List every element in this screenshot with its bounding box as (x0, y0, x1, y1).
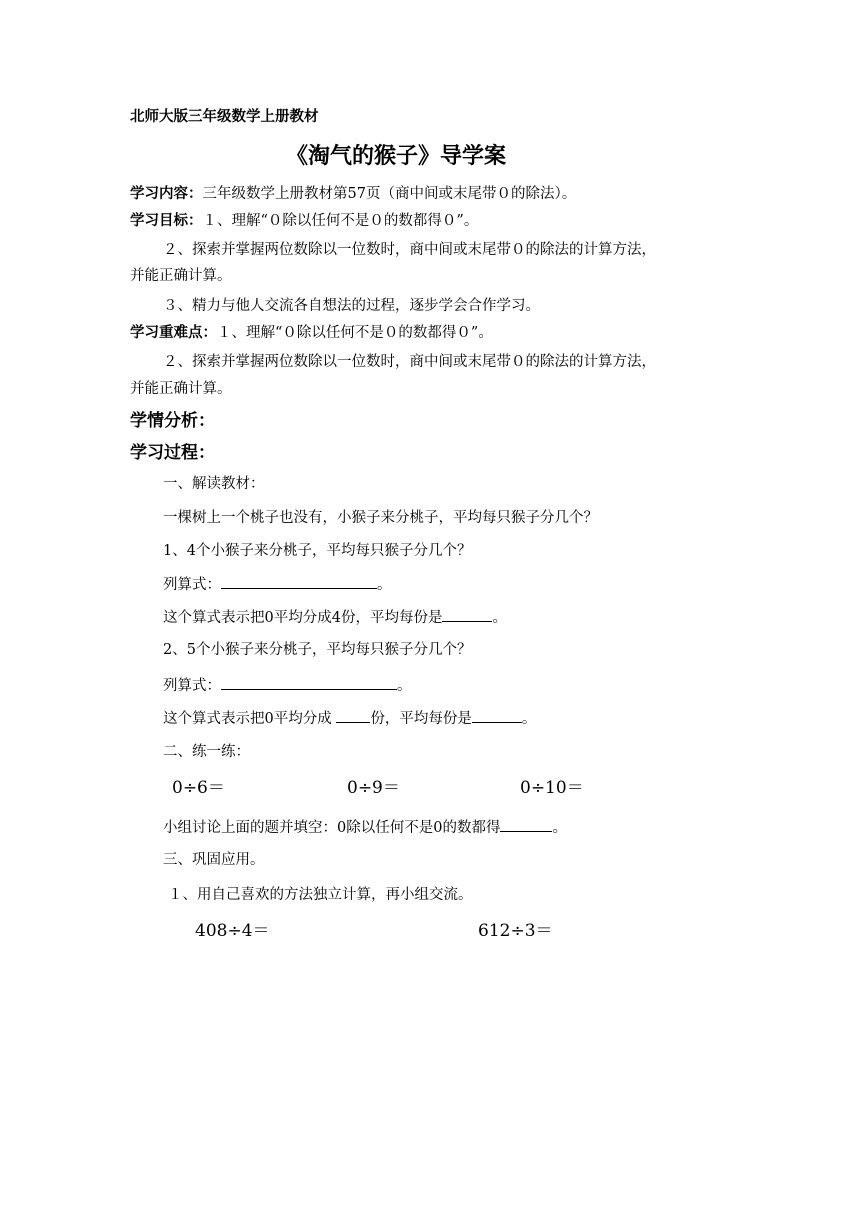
group-discussion-text: 小组讨论上面的题并填空：0除以任何不是0的数都得 (163, 820, 501, 836)
apply-equation-1: 408÷4＝ (195, 921, 270, 941)
discussion-answer-blank[interactable] (500, 817, 552, 832)
q2-parts-blank[interactable] (336, 708, 370, 723)
practice-equation-1: 0÷6＝ (172, 778, 225, 798)
learning-content-text: 三年级数学上册教材第57页（商中间或末尾带０的除法）。 (202, 186, 577, 202)
page-title: 《淘气的猴子》导学案 (286, 143, 507, 169)
q1-formula-line (163, 574, 392, 595)
section1-question-1: 1、4个小猴子来分桃子，平均每只猴子分几个？ (163, 543, 472, 559)
section2-heading: 二、练一练： (163, 744, 250, 760)
process-heading: 学习过程： (130, 443, 215, 463)
learning-goals-label: 学习目标： (130, 213, 203, 229)
q2-meaning-line (163, 708, 536, 729)
q2-formula-period: 。 (397, 678, 412, 694)
q1-formula-label: 列算式： (163, 577, 221, 593)
q2-formula-line (163, 675, 412, 696)
goal-item-1: １、理解“０除以任何不是０的数都得０”。 (202, 213, 479, 229)
q2-formula-label: 列算式： (163, 678, 221, 694)
goal-item-3: ３、精力与他人交流各自想法的过程，逐步学会合作学习。 (163, 298, 540, 314)
q2-meaning-period: 。 (521, 711, 537, 727)
practice-equation-3: 0÷10＝ (520, 778, 584, 798)
section3-question-1: １、用自己喜欢的方法独立计算，再小组交流。 (168, 887, 473, 903)
q1-formula-blank[interactable] (221, 574, 377, 589)
analysis-heading: 学情分析： (130, 411, 215, 431)
q1-formula-period: 。 (377, 577, 392, 593)
learning-content-label: 学习内容： (130, 186, 203, 202)
q1-meaning-line (163, 607, 507, 628)
practice-equation-2: 0÷9＝ (347, 778, 400, 798)
apply-equation-2: 612÷3＝ (478, 921, 553, 941)
key-points-label: 学习重难点： (130, 325, 217, 341)
section3-heading: 三、巩固应用。 (163, 852, 265, 868)
discussion-period: 。 (552, 820, 567, 836)
q2-meaning-text-b: 份，平均每份是 (370, 711, 472, 727)
key-points (130, 323, 493, 343)
q2-meaning-text-a: 这个算式表示把0平均分成 (163, 711, 337, 727)
q1-answer-blank[interactable] (442, 607, 492, 622)
goal-item-2-line-1: ２、探索并掌握两位数除以一位数时，商中间或末尾带０的除法的计算方法， (163, 242, 656, 258)
section1-intro: 一棵树上一个桃子也没有，小猴子来分桃子，平均每只猴子分几个？ (163, 510, 598, 526)
key-point-item-2-line-2: 并能正确计算。 (130, 381, 232, 397)
q1-meaning-period: 。 (492, 610, 507, 626)
key-point-item-1: １、理解“０除以任何不是０的数都得０”。 (217, 325, 493, 341)
document-header: 北师大版三年级数学上册教材 (130, 109, 319, 125)
group-discussion-line (163, 817, 567, 838)
learning-goals (130, 211, 478, 231)
learning-content (130, 184, 576, 204)
goal-item-2-line-2: 并能正确计算。 (130, 268, 232, 284)
section1-heading: 一、解读教材： (163, 476, 265, 492)
key-point-item-2-line-1: ２、探索并掌握两位数除以一位数时，商中间或末尾带０的除法的计算方法， (163, 354, 656, 370)
q2-formula-blank[interactable] (221, 675, 397, 690)
q2-answer-blank[interactable] (472, 708, 522, 723)
q1-meaning-text: 这个算式表示把0平均分成4份，平均每份是 (163, 610, 443, 626)
section1-question-2: 2、5个小猴子来分桃子，平均每只猴子分几个？ (163, 642, 472, 658)
